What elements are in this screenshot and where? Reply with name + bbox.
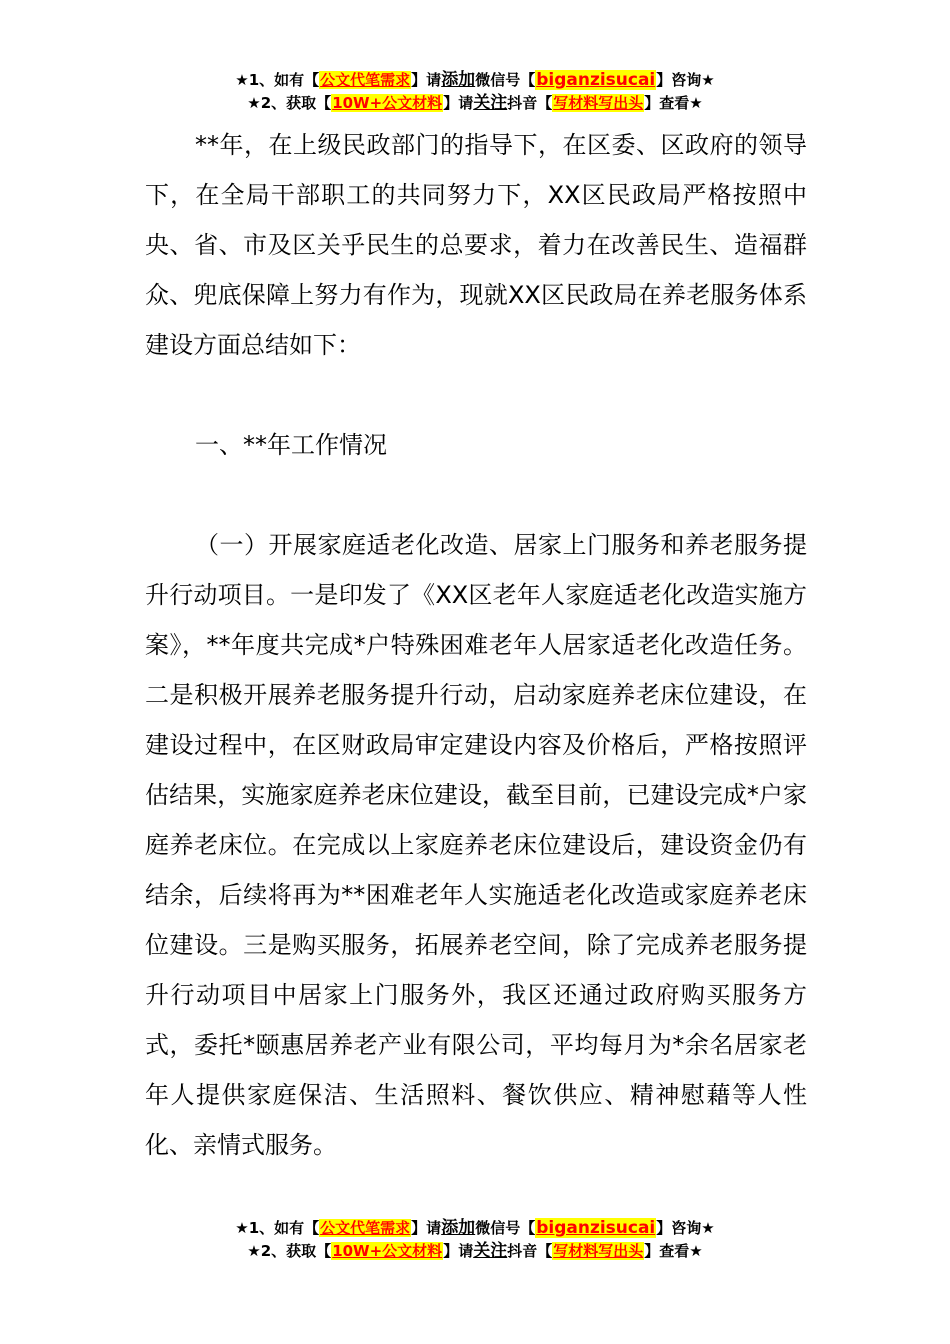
promo-highlight: 公文代笔需求 <box>320 1219 411 1237</box>
promo-text: 】请 <box>411 71 442 89</box>
promo-wechat-id: biganzisucai <box>536 1218 656 1238</box>
promo-emphasis: 关注 <box>473 93 508 113</box>
promo-line-1 <box>0 1217 950 1240</box>
promo-text: 】请 <box>411 1219 442 1237</box>
promo-text: 微信号【 <box>475 71 536 89</box>
promo-text: ★1、如有【 <box>235 1219 320 1237</box>
section-paragraph: （一）开展家庭适老化改造、居家上门服务和养老服务提升行动项目。一是印发了《XX区老年人家庭适老化改造实施方案》，**年度共完成*户特殊困难老年人居家适老化改造任务。二是积极开展养老服务提升行动，启动家庭养老床位建设，在建设过程中，在区财政局审定建设内容及价格后，严格按照评估结果，实施家庭养老床位建设，截至目前，已建设完成*户家庭养老床位。在完成以上家庭养老床位建设后，建设资金仍有结余，后续将再为**困难老年人实施适老化改造或家庭养老床位建设。三是购买服务，拓展养老空间，除了完成养老服务提升行动项目中居家上门服务外，我区还通过政府购买服务方式，委托*颐惠居养老产业有限公司，平均每月为*余名居家老年人提供家庭保洁、生活照料、餐饮供应、精神慰藉等人性化、亲情式服务。 <box>145 531 807 1159</box>
promo-emphasis: 添加 <box>441 70 476 90</box>
promo-text: 微信号【 <box>475 1219 536 1237</box>
promo-highlight: 公文代笔需求 <box>320 71 411 89</box>
promo-banner-top <box>0 69 950 115</box>
promo-highlight: 10W+公文材料 <box>332 94 443 112</box>
promo-douyin-account: 写材料写出头 <box>553 94 644 112</box>
promo-douyin-account: 写材料写出头 <box>553 1242 644 1260</box>
promo-text: ★2、获取【 <box>247 94 332 112</box>
promo-text: 】咨询★ <box>656 1219 715 1237</box>
promo-text: ★1、如有【 <box>235 71 320 89</box>
promo-wechat-id: biganzisucai <box>536 70 656 90</box>
promo-line-2 <box>0 1240 950 1263</box>
section-heading: 一、**年工作情况 <box>195 431 387 459</box>
promo-banner-bottom <box>0 1217 950 1263</box>
promo-text: 抖音【 <box>507 1242 553 1260</box>
promo-emphasis: 关注 <box>473 1241 508 1261</box>
promo-text: ★2、获取【 <box>247 1242 332 1260</box>
promo-highlight: 10W+公文材料 <box>332 1242 443 1260</box>
intro-paragraph: **年，在上级民政部门的指导下，在区委、区政府的领导下，在全局干部职工的共同努力下，XX区民政局严格按照中央、省、市及区关乎民生的总要求，着力在改善民生、造福群众、兜底保障上努力有作为，现就XX区民政局在养老服务体系建设方面总结如下： <box>145 131 807 359</box>
document-body <box>145 120 807 1170</box>
promo-emphasis: 添加 <box>441 1218 476 1238</box>
promo-text: 】查看★ <box>644 1242 703 1260</box>
promo-text: 】请 <box>443 1242 474 1260</box>
promo-text: 抖音【 <box>507 94 553 112</box>
promo-line-2 <box>0 92 950 115</box>
promo-line-1 <box>0 69 950 92</box>
promo-text: 】请 <box>443 94 474 112</box>
promo-text: 】查看★ <box>644 94 703 112</box>
promo-text: 】咨询★ <box>656 71 715 89</box>
